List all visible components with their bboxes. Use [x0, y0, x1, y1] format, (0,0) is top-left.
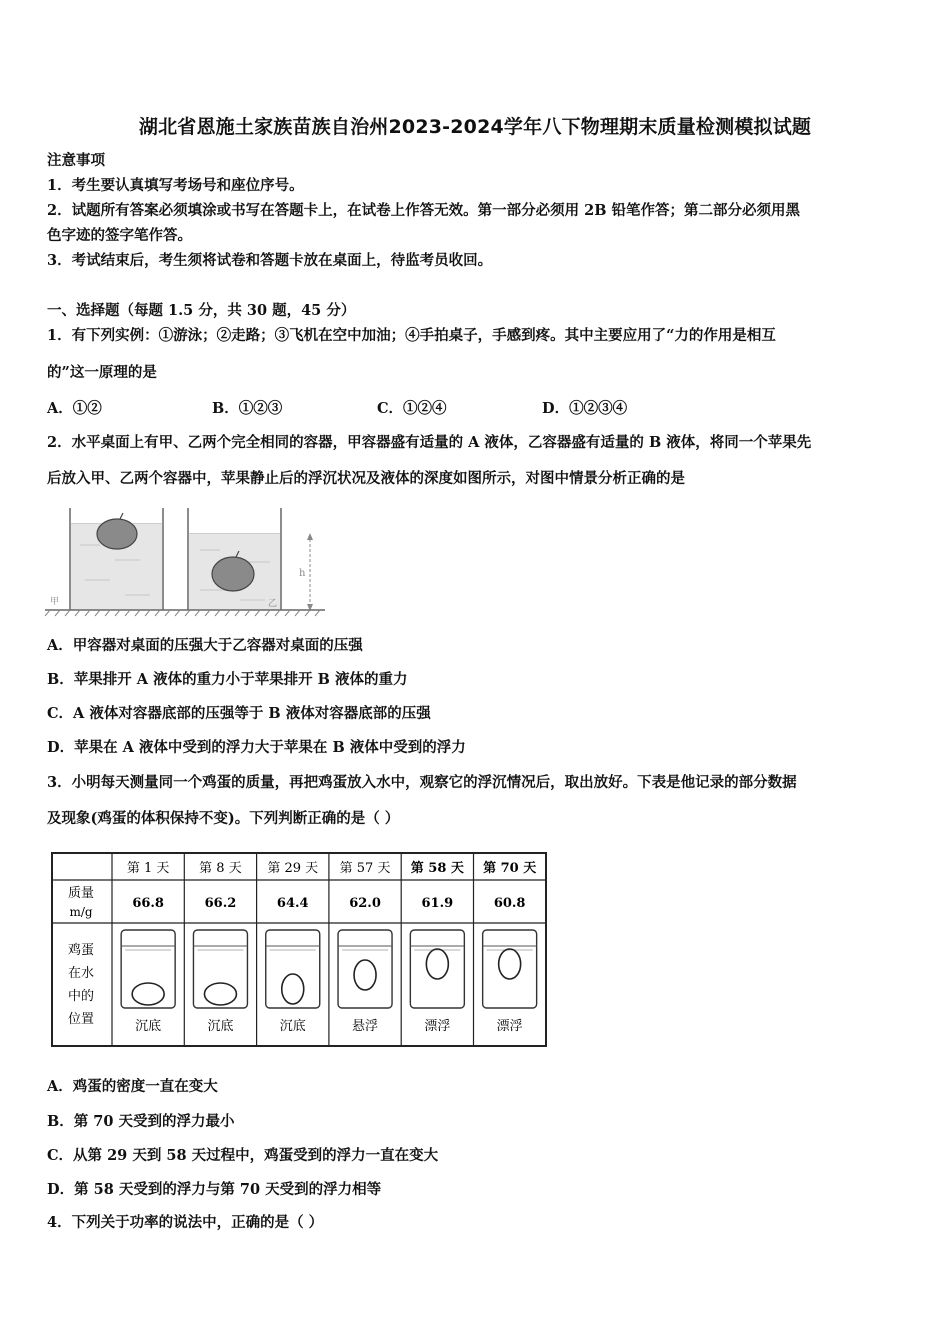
q2-option-a[interactable]: A．甲容器对桌面的压强大于乙容器对桌面的压强 [47, 637, 363, 654]
q4-line1: 4．下列关于功率的说法中，正确的是（ ） [47, 1214, 324, 1231]
table-state-cell: 悬浮 [352, 1019, 379, 1034]
position-label-3: 中的 [67, 989, 95, 1004]
container-label-left: 甲 [50, 597, 60, 607]
table-mass-cell: 60.8 [493, 896, 526, 911]
egg-icon [282, 974, 304, 1004]
table-state-cell: 漂浮 [496, 1019, 523, 1034]
table-state-cell: 沉底 [279, 1019, 306, 1034]
beaker [266, 930, 320, 1008]
table-state-cell: 沉底 [207, 1019, 234, 1034]
beaker [410, 930, 464, 1008]
table-state-cell: 漂浮 [424, 1019, 451, 1034]
q1-line1: 1．有下列实例：①游泳；②走路；③飞机在空中加油；④手拍桌子，手感到疼。其中主要应用了“力的作用是相互 [47, 327, 776, 344]
q3-option-b[interactable]: B．第 70 天受到的浮力最小 [47, 1113, 235, 1130]
page-title: 湖北省恩施土家族苗族自治州2023-2024学年八下物理期末质量检测模拟试题 [138, 116, 812, 138]
table-header-cell: 第 29 天 [267, 861, 319, 876]
egg-icon [426, 949, 448, 979]
table-header-cell: 第 70 天 [483, 861, 537, 876]
notice-heading: 注意事项 [47, 152, 105, 169]
table-mass-cell: 62.0 [349, 896, 381, 911]
notice-item-2: 2．试题所有答案必须填涂或书写在答题卡上，在试卷上作答无效。第一部分必须用 2B 铅笔作答；第二部分必须用黑 [47, 202, 801, 219]
q3-line2: 及现象(鸡蛋的体积保持不变)。下列判断正确的是（ ） [47, 810, 400, 827]
table-mass-cell: 64.4 [276, 896, 309, 911]
egg-icon [204, 983, 236, 1005]
q1-option-a[interactable]: A．①② [47, 400, 102, 417]
table-mass-cell: 66.2 [204, 896, 237, 911]
apple-in-a [97, 519, 137, 549]
table-header-cell: 第 58 天 [410, 861, 464, 876]
q1-option-c[interactable]: C．①②④ [377, 400, 447, 417]
depth-label: h [299, 568, 306, 579]
q1-option-b[interactable]: B．①②③ [212, 400, 283, 417]
q3-option-a[interactable]: A．鸡蛋的密度一直在变大 [47, 1078, 218, 1095]
table-header-cell: 第 57 天 [339, 861, 391, 876]
beaker [483, 930, 537, 1008]
position-label-1: 鸡蛋 [67, 943, 95, 958]
q1-options [47, 397, 747, 417]
notice-item-1: 1．考生要认真填写考场号和座位序号。 [47, 177, 304, 194]
container-label-right: 乙 [268, 599, 278, 609]
table-mass-cell: 66.8 [132, 896, 164, 911]
position-label-4: 位置 [67, 1012, 95, 1027]
apple-in-b [212, 557, 254, 591]
q2-line1: 2．水平桌面上有甲、乙两个完全相同的容器，甲容器盛有适量的 A 液体，乙容器盛有适量的 B 液体，将同一个苹果先 [47, 434, 812, 451]
egg-icon [499, 949, 521, 979]
q1-line2: 的”这一原理的是 [47, 364, 157, 381]
mass-label-2: m/g [69, 905, 93, 919]
q2-line2: 后放入甲、乙两个容器中，苹果静止后的浮沉状况及液体的深度如图所示，对图中情景分析正确的是 [47, 470, 685, 487]
q3-option-d[interactable]: D．第 58 天受到的浮力与第 70 天受到的浮力相等 [47, 1181, 382, 1198]
q2-option-d[interactable]: D．苹果在 A 液体中受到的浮力大于苹果在 B 液体中受到的浮力 [47, 739, 466, 756]
beaker [193, 930, 247, 1008]
beaker [121, 930, 175, 1008]
egg-icon [354, 960, 376, 990]
q1-option-d[interactable]: D．①②③④ [542, 400, 628, 417]
egg-data-table [48, 850, 552, 1050]
q2-apple-figure [40, 500, 330, 620]
notice-item-2-cont: 色字迹的签字笔作答。 [47, 227, 192, 244]
position-label-2: 在水 [67, 966, 95, 981]
q3-option-c[interactable]: C．从第 29 天到 58 天过程中，鸡蛋受到的浮力一直在变大 [47, 1147, 439, 1164]
table-header-cell: 第 1 天 [126, 861, 170, 876]
table-state-cell: 沉底 [135, 1019, 162, 1034]
mass-label-1: 质量 [67, 886, 95, 901]
table-mass-cell: 61.9 [421, 896, 454, 911]
notice-item-3: 3．考试结束后，考生须将试卷和答题卡放在桌面上，待监考员收回。 [47, 252, 493, 269]
table-header-cell: 第 8 天 [199, 861, 242, 876]
q2-option-b[interactable]: B．苹果排开 A 液体的重力小于苹果排开 B 液体的重力 [47, 671, 408, 688]
beaker [338, 930, 392, 1008]
q2-option-c[interactable]: C．A 液体对容器底部的压强等于 B 液体对容器底部的压强 [47, 705, 431, 722]
section-heading: 一、选择题（每题 1.5 分，共 30 题，45 分） [47, 302, 356, 319]
q3-line1: 3．小明每天测量同一个鸡蛋的质量，再把鸡蛋放入水中，观察它的浮沉情况后，取出放好。下表是他记录的部分数据 [47, 774, 797, 791]
egg-icon [132, 983, 164, 1005]
